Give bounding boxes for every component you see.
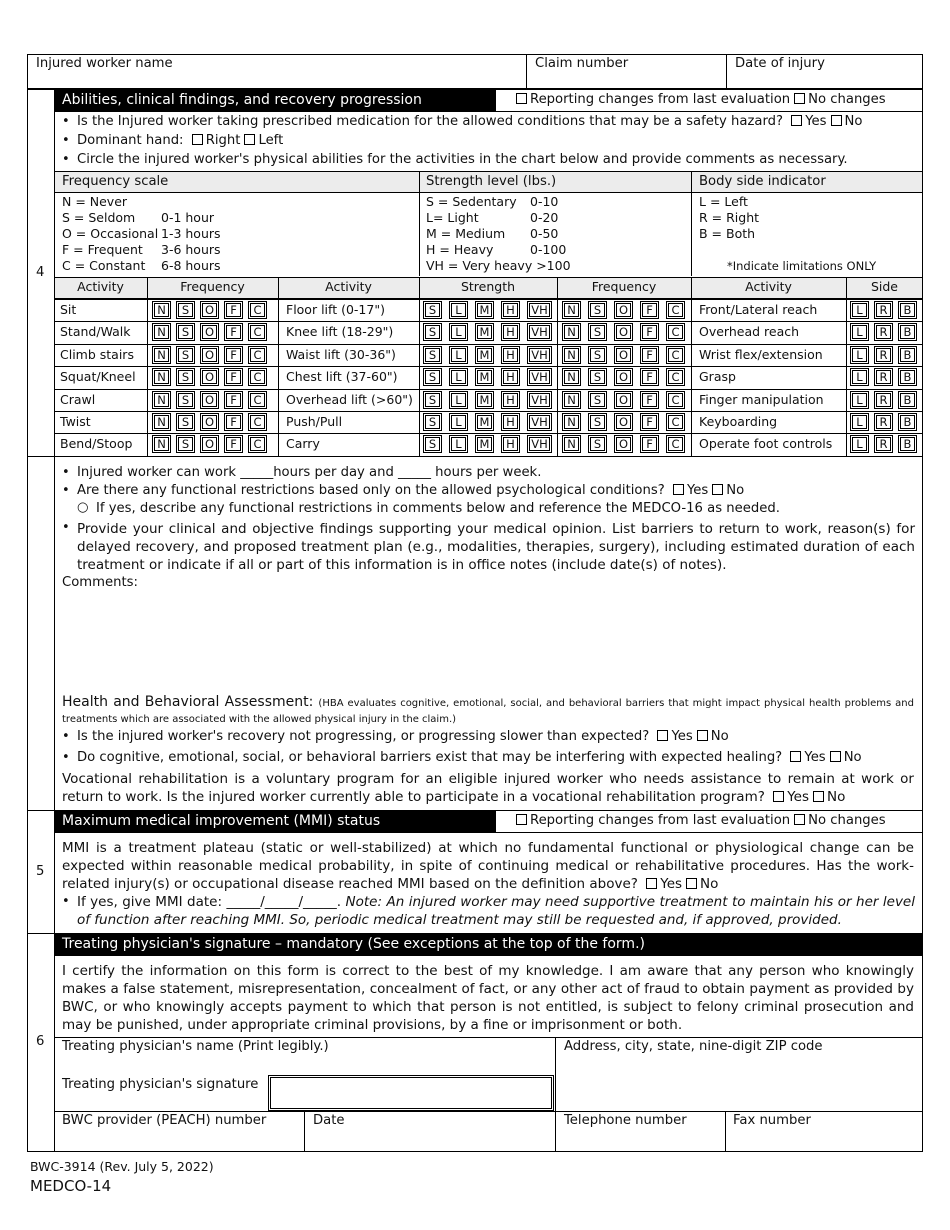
strength-option-M[interactable]: M [475,368,494,386]
activity-label: Sit [60,302,77,317]
strength-option-L[interactable]: L [449,301,468,319]
frequency-option-N[interactable]: N [152,391,171,409]
lift-activity-label: Waist lift (30-36") [286,346,396,362]
strength-option-H[interactable]: H [501,391,520,409]
mmi-definition: MMI is a treatment plateau (static or well-stabilized) at which no fundamental functional or physiological change can be expected within reasonable medical probability, in spite of continuing medical or rehabilitative procedures. Has the work-related injury(s) or occupational disease reached MMI based on the definition above? Yes No [62,840,914,892]
strength-option-VH[interactable]: VH [527,301,552,319]
strength-option-S[interactable]: S [423,346,442,364]
frequency-option-F[interactable]: F [640,413,659,431]
frequency-option-F[interactable]: F [640,391,659,409]
section-5-number: 5 [36,864,45,879]
frequency-option-F[interactable]: F [640,435,659,453]
dominant-left-checkbox[interactable] [244,134,255,145]
frequency-option-C[interactable]: C [248,391,267,409]
frequency-option-N[interactable]: N [152,435,171,453]
strength-option-L[interactable]: L [449,413,468,431]
form-id: MEDCO-14 [30,1177,112,1195]
reach-activity-label: Overhead reach [699,324,800,340]
strength-option-VH[interactable]: VH [527,368,552,386]
strength-legend-range: 0-20 [530,210,559,225]
side-option-B[interactable]: B [898,346,917,364]
strength-legend-code: VH = Very heavy >100 [426,258,571,273]
frequency-option-C[interactable]: C [248,435,267,453]
strength-option-M[interactable]: M [475,301,494,319]
body-side-legend-item: B = Both [699,226,756,241]
side-option-R[interactable]: R [874,368,893,386]
grid-header-side: Side [870,279,899,294]
frequency-legend-range: 1-3 hours [161,226,221,241]
frequency-legend-range: 0-1 hour [161,210,215,225]
strength-legend-range: 0-50 [530,226,559,241]
strength-option-L[interactable]: L [449,435,468,453]
frequency-option-O[interactable]: O [200,346,219,364]
activity-label: Twist [60,414,91,429]
strength-option-S[interactable]: S [423,435,442,453]
medication-no-checkbox[interactable] [831,115,842,126]
section-5-reporting-changes[interactable]: Reporting changes from last evaluation No changes [512,813,886,828]
voc-yes-checkbox[interactable] [773,791,784,802]
frequency-option-N[interactable]: N [562,301,581,319]
side-option-L[interactable]: L [850,413,869,431]
certification-text: I certify the information on this form is correct to the best of my knowledge. I am aware that any person who knowingly makes a false statement, misrepresentation, concealment of fact, or any other act of fraud to obtain payment as provided by BWC, or who knowingly accepts payment to which that person is not entitled, is subject to felony criminal prosecution and may be punished, under appropriate criminal provisions, by a fine or imprisonment or both. [62,963,914,1033]
side-option-B[interactable]: B [898,368,917,386]
body-side-legend-item: R = Right [699,210,760,225]
frequency-option-S[interactable]: S [588,368,607,386]
side-option-B[interactable]: B [898,413,917,431]
frequency-option-F[interactable]: F [224,301,243,319]
psych-question: Are there any functional restrictions based only on the allowed psychological conditions? Yes No [77,483,745,498]
frequency-option-O[interactable]: O [614,346,633,364]
side-option-L[interactable]: L [850,323,869,341]
frequency-legend-range: 6-8 hours [161,258,221,273]
strength-option-S[interactable]: S [423,323,442,341]
frequency-legend-code: N = Never [62,194,128,209]
frequency-option-F[interactable]: F [640,368,659,386]
progress-yes-checkbox[interactable] [657,730,668,741]
section-4-title: Abilities, clinical findings, and recovery progression [62,92,422,108]
address-label[interactable]: Address, city, state, nine-digit ZIP code [564,1039,823,1054]
section-4-number: 4 [36,265,45,280]
strength-option-S[interactable]: S [423,413,442,431]
activity-label: Crawl [60,391,96,407]
grid-header-activity: Activity [77,279,124,294]
signature-box[interactable] [268,1075,554,1111]
side-option-R[interactable]: R [874,301,893,319]
lift-activity-label: Carry [286,436,320,452]
strength-option-L[interactable]: L [449,346,468,364]
date-label[interactable]: Date [313,1113,345,1128]
side-option-B[interactable]: B [898,301,917,319]
frequency-option-C[interactable]: C [666,368,685,386]
reach-activity-label: Finger manipulation [699,391,824,407]
grid-row-line [54,321,923,322]
frequency-option-O[interactable]: O [200,323,219,341]
frequency-option-F[interactable]: F [224,435,243,453]
frequency-option-O[interactable]: O [614,301,633,319]
grid-row-line [54,299,923,300]
frequency-option-O[interactable]: O [200,301,219,319]
medication-question: Is the Injured worker taking prescribed medication for the allowed conditions that may be a safety hazard? Yes No [77,114,863,129]
strength-option-L[interactable]: L [449,368,468,386]
frequency-option-S[interactable]: S [588,435,607,453]
circle-instruction: Circle the injured worker's physical abilities for the activities in the chart below and provide comments as necessary. [77,152,848,167]
strength-legend-code: S = Sedentary [426,194,517,209]
progress-no-checkbox[interactable] [697,730,708,741]
side-option-B[interactable]: B [898,391,917,409]
mmi-date-note: If yes, give MMI date: _____/_____/_____. Note: An injured worker may need supportive treatment to maintain his or her level of function after reaching MMI. So, periodic medical treatment may still be requested and, if approved, provided. [77,894,915,928]
progress-question: Is the injured worker's recovery not progressing, or progressing slower than expected? Yes No [77,729,729,744]
activity-label: Stand/Walk [60,324,131,340]
activity-label: Climb stairs [60,346,134,362]
psych-yes-checkbox[interactable] [673,484,684,495]
frequency-option-C[interactable]: C [248,413,267,431]
section-4-reporting-changes[interactable]: Reporting changes from last evaluation No changes [512,92,886,107]
side-option-R[interactable]: R [874,413,893,431]
grid-row-line [54,366,923,367]
frequency-option-C[interactable]: C [666,346,685,364]
frequency-option-O[interactable]: O [614,391,633,409]
strength-option-M[interactable]: M [475,413,494,431]
strength-option-M[interactable]: M [475,346,494,364]
frequency-option-S[interactable]: S [176,435,195,453]
frequency-option-F[interactable]: F [224,323,243,341]
frequency-option-O[interactable]: O [200,368,219,386]
grid-header-strength: Strength [460,279,516,294]
frequency-option-S[interactable]: S [176,323,195,341]
side-option-R[interactable]: R [874,435,893,453]
side-option-L[interactable]: L [850,368,869,386]
frequency-option-N[interactable]: N [562,391,581,409]
frequency-option-C[interactable]: C [248,323,267,341]
strength-option-VH[interactable]: VH [527,435,552,453]
frequency-option-O[interactable]: O [200,413,219,431]
psych-subnote: If yes, describe any functional restrictions in comments below and reference the MEDCO-16 as needed. [96,501,780,516]
frequency-option-C[interactable]: C [666,323,685,341]
side-option-L[interactable]: L [850,435,869,453]
mmi-reporting-changes-checkbox[interactable] [516,814,527,825]
strength-option-VH[interactable]: VH [527,323,552,341]
frequency-option-N[interactable]: N [152,346,171,364]
side-option-L[interactable]: L [850,346,869,364]
lift-activity-label: Push/Pull [286,414,343,429]
strength-legend-code: L= Light [426,210,479,225]
frequency-option-S[interactable]: S [588,323,607,341]
body-side-note: *Indicate limitations ONLY [727,259,877,273]
strength-option-M[interactable]: M [475,391,494,409]
reach-activity-label: Front/Lateral reach [699,302,818,317]
frequency-option-S[interactable]: S [176,413,195,431]
frequency-option-C[interactable]: C [248,368,267,386]
strength-option-VH[interactable]: VH [527,391,552,409]
frequency-option-C[interactable]: C [248,301,267,319]
frequency-scale-title: Frequency scale [62,174,169,189]
frequency-option-S[interactable]: S [588,301,607,319]
reach-activity-label: Wrist flex/extension [699,346,823,362]
strength-option-H[interactable]: H [501,413,520,431]
reach-activity-label: Grasp [699,369,736,385]
frequency-option-N[interactable]: N [562,346,581,364]
strength-option-H[interactable]: H [501,301,520,319]
provider-number-label[interactable]: BWC provider (PEACH) number [62,1113,267,1128]
frequency-option-N[interactable]: N [562,435,581,453]
side-option-R[interactable]: R [874,346,893,364]
frequency-option-O[interactable]: O [614,323,633,341]
frequency-option-O[interactable]: O [614,413,633,431]
activity-label: Squat/Kneel [60,369,136,385]
reporting-changes-checkbox[interactable] [516,93,527,104]
side-option-B[interactable]: B [898,323,917,341]
grid-header-activity: Activity [745,279,792,294]
frequency-option-F[interactable]: F [640,346,659,364]
frequency-option-F[interactable]: F [224,346,243,364]
mmi-no-changes-checkbox[interactable] [794,814,805,825]
frequency-legend-code: S = Seldom [62,210,136,225]
side-option-L[interactable]: L [850,301,869,319]
strength-legend-code: M = Medium [426,226,506,241]
telephone-label[interactable]: Telephone number [564,1113,687,1128]
lift-activity-label: Chest lift (37-60") [286,369,398,385]
activity-label: Bend/Stoop [60,436,133,452]
barriers-no-checkbox[interactable] [830,751,841,762]
grid-header-frequency: Frequency [180,279,245,294]
frequency-option-S[interactable]: S [176,368,195,386]
strength-level-title: Strength level (lbs.) [426,174,557,189]
frequency-option-F[interactable]: F [224,391,243,409]
dominant-right-checkbox[interactable] [192,134,203,145]
frequency-option-N[interactable]: N [152,301,171,319]
dominant-hand-question: Dominant hand: Right Left [77,133,284,148]
frequency-option-C[interactable]: C [666,435,685,453]
frequency-legend-range: 3-6 hours [161,242,221,257]
section-6-title: Treating physician's signature – mandatory (See exceptions at the top of the form.) [62,936,645,952]
strength-option-S[interactable]: S [423,301,442,319]
work-hours-line[interactable]: Injured worker can work _____hours per day and _____ hours per week. [77,465,542,480]
voc-rehab-block: Vocational rehabilitation is a voluntary program for an eligible injured worker who needs assistance to remain at work or return to work. Is the injured worker currently able to participate in a vocational rehabilitation program? Yes No [62,771,914,805]
no-changes-checkbox[interactable] [794,93,805,104]
grid-header-activity: Activity [325,279,372,294]
frequency-option-S[interactable]: S [176,391,195,409]
frequency-option-N[interactable]: N [562,413,581,431]
medication-yes-checkbox[interactable] [791,115,802,126]
frequency-legend-code: F = Frequent [62,242,143,257]
frequency-option-N[interactable]: N [562,368,581,386]
frequency-option-S[interactable]: S [176,346,195,364]
strength-option-L[interactable]: L [449,323,468,341]
lift-activity-label: Overhead lift (>60") [286,391,413,407]
strength-legend-code: H = Heavy [426,242,494,257]
frequency-option-O[interactable]: O [200,435,219,453]
strength-option-H[interactable]: H [501,323,520,341]
frequency-option-S[interactable]: S [588,391,607,409]
voc-no-checkbox[interactable] [813,791,824,802]
frequency-option-F[interactable]: F [224,413,243,431]
provide-findings-text: Provide your clinical and objective findings supporting your medical opinion. List barriers to return to work, reason(s) for delayed recovery, and proposed treatment plan (e.g., modalities, therapies, surgery), including estimated duration of each treatment or indicate if all or part of this information is in office notes (include date(s) of notes). [77,521,915,573]
side-option-R[interactable]: R [874,391,893,409]
date-of-injury-label[interactable]: Date of injury [735,56,825,71]
lift-activity-label: Floor lift (0-17") [286,302,385,317]
side-option-B[interactable]: B [898,435,917,453]
frequency-option-O[interactable]: O [200,391,219,409]
lift-activity-label: Knee lift (18-29") [286,324,394,340]
hba-block: Health and Behavioral Assessment: (HBA evaluates cognitive, emotional, social, and behavioral barriers that might impact physical health problems and treatments which are associated with the allowed physical injury in the claim.) [62,694,914,725]
barriers-yes-checkbox[interactable] [790,751,801,762]
fax-label[interactable]: Fax number [733,1113,811,1128]
frequency-option-O[interactable]: O [614,368,633,386]
frequency-option-N[interactable]: N [152,413,171,431]
mmi-yes-checkbox[interactable] [646,878,657,889]
frequency-option-S[interactable]: S [176,301,195,319]
section-6-number: 6 [36,1034,45,1049]
strength-option-M[interactable]: M [475,435,494,453]
frequency-option-S[interactable]: S [588,346,607,364]
body-side-legend-item: L = Left [699,194,748,209]
strength-option-M[interactable]: M [475,323,494,341]
frequency-option-N[interactable]: N [562,323,581,341]
frequency-option-C[interactable]: C [666,413,685,431]
strength-option-H[interactable]: H [501,435,520,453]
frequency-option-C[interactable]: C [666,391,685,409]
claim-number-label[interactable]: Claim number [535,56,629,71]
reach-activity-label: Operate foot controls [699,436,833,452]
section-5-title: Maximum medical improvement (MMI) status [62,813,381,829]
psych-no-checkbox[interactable] [712,484,723,495]
form-revision: BWC-3914 (Rev. July 5, 2022) [30,1159,214,1174]
frequency-option-C[interactable]: C [666,301,685,319]
strength-option-VH[interactable]: VH [527,413,552,431]
comments-label[interactable]: Comments: [62,575,138,590]
mmi-no-checkbox[interactable] [686,878,697,889]
strength-option-S[interactable]: S [423,391,442,409]
side-option-L[interactable]: L [850,391,869,409]
barriers-question: Do cognitive, emotional, social, or behavioral barriers exist that may be interfering with expected healing? Yes No [77,750,862,765]
strength-option-H[interactable]: H [501,368,520,386]
frequency-legend-code: C = Constant [62,258,146,273]
reach-activity-label: Keyboarding [699,414,778,429]
grid-row-line [54,411,923,412]
body-side-title: Body side indicator [699,174,826,189]
frequency-option-O[interactable]: O [614,435,633,453]
grid-row-line [54,344,923,345]
physician-signature-label: Treating physician's signature [62,1077,259,1092]
strength-legend-range: 0-10 [530,194,559,209]
frequency-option-S[interactable]: S [588,413,607,431]
grid-row-line [54,433,923,434]
grid-header-frequency: Frequency [591,279,657,294]
strength-option-L[interactable]: L [449,391,468,409]
strength-option-VH[interactable]: VH [527,346,552,364]
strength-option-H[interactable]: H [501,346,520,364]
frequency-option-N[interactable]: N [152,368,171,386]
frequency-option-N[interactable]: N [152,323,171,341]
frequency-option-C[interactable]: C [248,346,267,364]
frequency-option-F[interactable]: F [640,301,659,319]
frequency-legend-code: O = Occasional [62,226,159,241]
side-option-R[interactable]: R [874,323,893,341]
strength-option-S[interactable]: S [423,368,442,386]
physician-name-label[interactable]: Treating physician's name (Print legibly.) [62,1039,329,1054]
strength-legend-range: 0-100 [530,242,567,257]
injured-worker-name-label[interactable]: Injured worker name [36,56,173,71]
grid-row-line [54,389,923,390]
frequency-option-F[interactable]: F [224,368,243,386]
frequency-option-F[interactable]: F [640,323,659,341]
